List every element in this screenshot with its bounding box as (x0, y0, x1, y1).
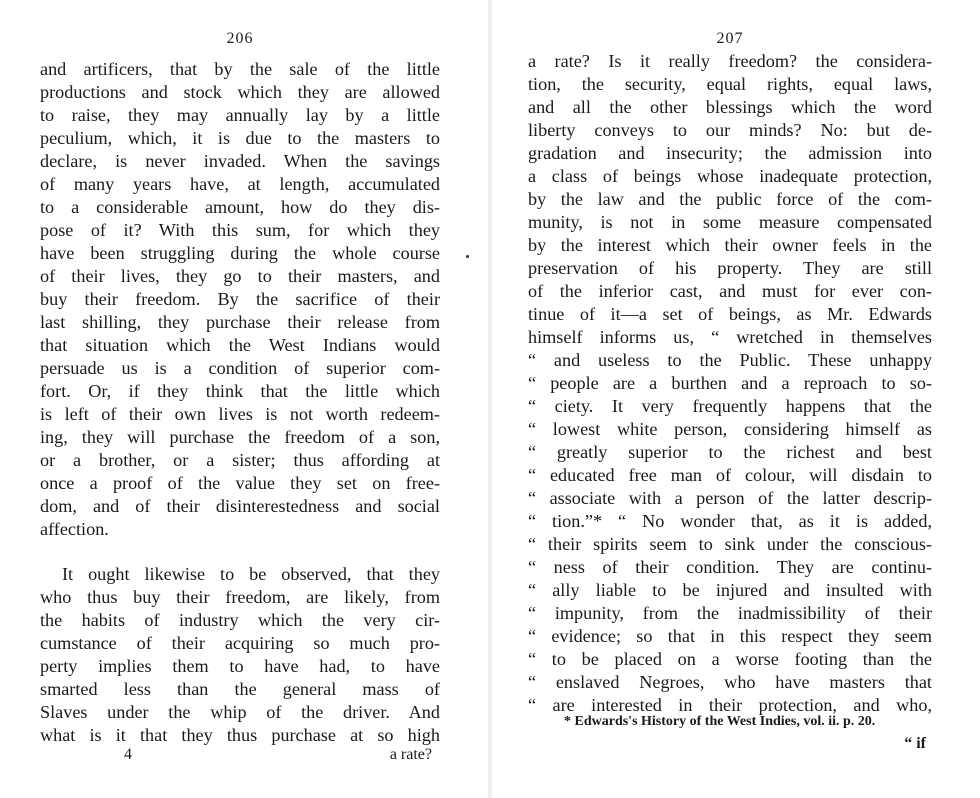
text-line: “ people are a burthen and a reproach to so- (528, 373, 932, 393)
text-line: by the law and the public force of the com- (528, 189, 932, 209)
text-line: declare, is never invaded. When the savings (40, 151, 440, 171)
catchword: “ if (904, 735, 926, 752)
text-line: “ evidence; so that in this respect they seem (528, 626, 932, 646)
text-line: liberty conveys to our minds? No: but de- (528, 120, 932, 140)
text-line: what is it that they thus purchase at so high (40, 725, 440, 745)
text-line: “ ciety. It very frequently happens that the (528, 396, 932, 416)
text-line: and artificers, that by the sale of the little (40, 59, 440, 79)
text-line: last shilling, they purchase their release from (40, 312, 440, 332)
right-page (528, 0, 932, 798)
text-line: the habits of industry which the very cir- (40, 610, 440, 630)
text-line: gradation and insecurity; the admission into (528, 143, 932, 163)
text-line: perty implies them to have had, to have (40, 656, 440, 676)
text-line: to a considerable amount, how do they dis- (40, 197, 440, 217)
text-line: “ impunity, from the inadmissibility of their (528, 603, 932, 623)
text-line: “ to be placed on a worse footing than the (528, 649, 932, 669)
text-line: “ are interested in their protection, and who, (528, 695, 932, 715)
left-page (40, 0, 440, 798)
text-line: “ educated free man of colour, will disdain to (528, 465, 932, 485)
text-line: of many years have, at length, accumulated (40, 174, 440, 194)
signature-mark: 4 (124, 746, 132, 763)
text-line: dom, and of their disinterestedness and social (40, 496, 440, 516)
text-line: “ and useless to the Public. These unhappy (528, 350, 932, 370)
text-line: peculium, which, it is due to the masters to (40, 128, 440, 148)
text-line: to raise, they may annually lay by a little (40, 105, 440, 125)
text-line: pose of it? With this sum, for which they (40, 220, 440, 240)
page-number: 206 (226, 30, 254, 47)
text-line: who thus buy their freedom, are likely, from (40, 587, 440, 607)
text-line: “ their spirits seem to sink under the conscious- (528, 534, 932, 554)
text-line: tinue of it—a set of beings, as Mr. Edwards (528, 304, 932, 324)
text-line: have been struggling during the whole course (40, 243, 440, 263)
footnote: * Edwards's History of the West Indies, vol. ii. p. 20. (564, 714, 876, 729)
page-number: 207 (716, 30, 744, 47)
text-line: productions and stock which they are allowed (40, 82, 440, 102)
text-line: of the inferior cast, and must for ever con- (528, 281, 932, 301)
text-line: “ enslaved Negroes, who have masters that (528, 672, 932, 692)
text-line: buy their freedom. By the sacrifice of their (40, 289, 440, 309)
text-line: a class of beings whose inadequate protection, (528, 166, 932, 186)
text-line: by the interest which their owner feels in the (528, 235, 932, 255)
text-line: persuade us is a condition of superior com- (40, 358, 440, 378)
text-line: or a brother, or a sister; thus affording at (40, 450, 440, 470)
text-line: is left of their own lives is not worth redeem- (40, 404, 440, 424)
text-line: fort. Or, if they think that the little which (40, 381, 440, 401)
text-line: Slaves under the whip of the driver. And (40, 702, 440, 722)
text-line: of their lives, they go to their masters, and (40, 266, 440, 286)
book-gutter (488, 0, 492, 798)
catchword: a rate? (389, 746, 432, 763)
text-line: that situation which the West Indians would (40, 335, 440, 355)
text-line: ing, they will purchase the freedom of a son, (40, 427, 440, 447)
text-line: munity, is not in some measure compensated (528, 212, 932, 232)
text-line: affection. (40, 519, 109, 539)
text-line: “ ally liable to be injured and insulted with (528, 580, 932, 600)
text-line: “ greatly superior to the richest and best (528, 442, 932, 462)
text-line: a rate? Is it really freedom? the considera- (528, 51, 932, 71)
text-line: and all the other blessings which the word (528, 97, 932, 117)
text-line: smarted less than the general mass of (40, 679, 440, 699)
text-line: once a proof of the value they set on free- (40, 473, 440, 493)
text-line: himself informs us, “ wretched in themselves (528, 327, 932, 347)
text-line: “ associate with a person of the latter descrip- (528, 488, 932, 508)
print-speck (466, 255, 469, 258)
text-line: “ ness of their condition. They are continu- (528, 557, 932, 577)
text-line: It ought likewise to be observed, that they (62, 564, 440, 584)
text-line: tion, the security, equal rights, equal laws, (528, 74, 932, 94)
text-line: preservation of his property. They are still (528, 258, 932, 278)
text-line: “ lowest white person, considering himself as (528, 419, 932, 439)
text-line: cumstance of their acquiring so much pro- (40, 633, 440, 653)
text-line: “ tion.”* “ No wonder that, as it is added, (528, 511, 932, 531)
